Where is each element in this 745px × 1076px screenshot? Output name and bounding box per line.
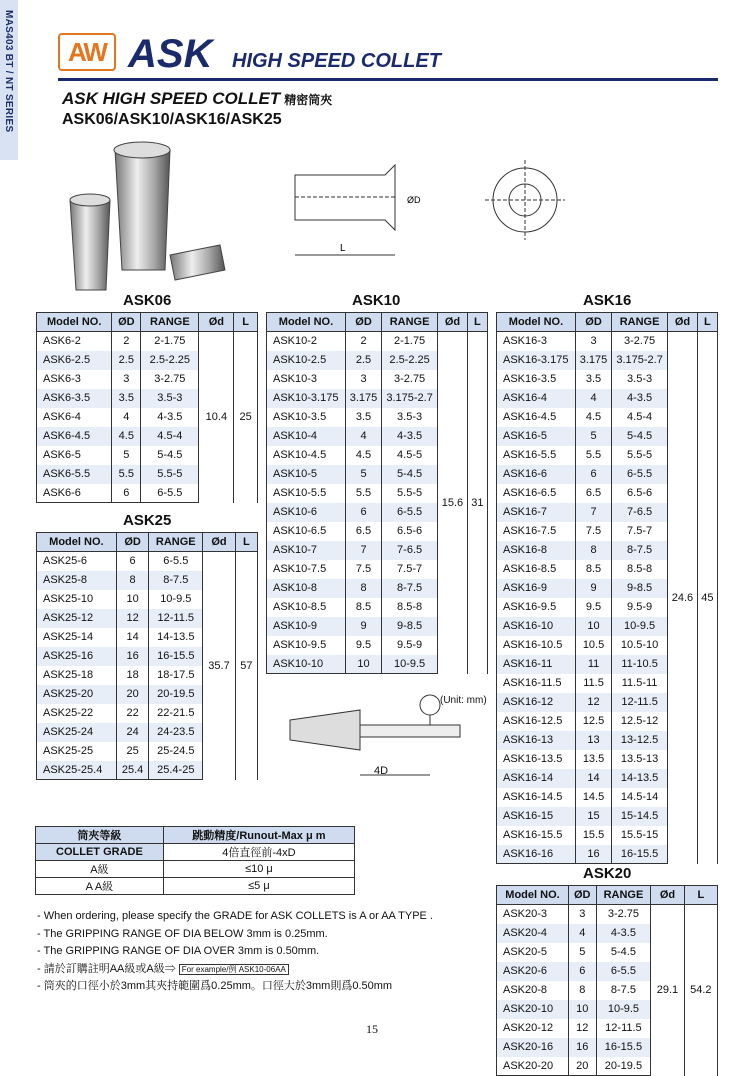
collet-drawing	[285, 155, 425, 270]
table-row: ASK10-3 3 3-2.75	[267, 370, 488, 389]
table-row: ASK16-12.5 12.5 12.5-12	[497, 712, 718, 731]
col-header: ØD	[345, 313, 381, 332]
col-header: RANGE	[141, 313, 199, 332]
table-row: ASK25-12 12 12-11.5	[37, 609, 258, 628]
col-header: L	[234, 313, 258, 332]
table-row: ASK20-6 6 6-5.5	[497, 962, 718, 981]
four-d-label: 4D	[374, 765, 389, 777]
collet-photo	[60, 140, 240, 300]
col-header: Model NO.	[267, 313, 346, 332]
table-row: ASK25-24 24 24-23.5	[37, 723, 258, 742]
col-header: Model NO.	[497, 313, 576, 332]
table-row: ASK16-4 4 4-3.5	[497, 389, 718, 408]
table-row: ASK16-5 5 5-4.5	[497, 427, 718, 446]
col-header: Ød	[438, 313, 468, 332]
page-number: 15	[366, 1022, 378, 1036]
table-row: ASK6-5 5 5-4.5	[37, 446, 258, 465]
table-row: ASK10-6 6 6-5.5	[267, 503, 488, 522]
table-row: ASK20-8 8 8-7.5	[497, 981, 718, 1000]
table-row: ASK20-12 12 12-11.5	[497, 1019, 718, 1038]
order-notes: - When ordering, please specify the GRADE for ASK COLLETS is A or AA TYPE . - The GRIPPING RANGE OF DIA BELOW 3mm is 0.25mm. - The GRIPPING RANGE OF DIA OVER 3mm is 0.50mm. - 請於訂購註明AA級或A級⇒ For example/例 ASK10-06AA - 筒夾的口徑小於3mm其夾持範圍爲0.25mm。口徑大於3mm則爲0.50mm	[37, 910, 433, 992]
table-row: ASK25-10 10 10-9.5	[37, 590, 258, 609]
table-row: ASK16-10 10 10-9.5	[497, 617, 718, 636]
table-row: ASK16-6 6 6-5.5	[497, 465, 718, 484]
table-row: ASK16-15.5 15.5 15.5-15	[497, 826, 718, 845]
table-row: ASK10-4.5 4.5 4.5-5	[267, 446, 488, 465]
table-row: ASK16-11 11 11-10.5	[497, 655, 718, 674]
table-row: ASK6-3.5 3.5 3.5-3	[37, 389, 258, 408]
table-row: ASK16-12 12 12-11.5	[497, 693, 718, 712]
col-header: Ød	[651, 886, 684, 905]
table-row: ASK20-4 4 4-3.5	[497, 924, 718, 943]
table-row: ASK10-9.5 9.5 9.5-9	[267, 636, 488, 655]
header-rule	[58, 78, 718, 81]
table-row: ASK16-13.5 13.5 13.5-13	[497, 750, 718, 769]
table-row: ASK6-2 2 2-1.75 10.4 25	[37, 332, 258, 351]
table-row: ASK10-6.5 6.5 6.5-6	[267, 522, 488, 541]
table-row: ASK25-25.4 25.4 25.4-25	[37, 761, 258, 780]
col-header: ØD	[568, 886, 596, 905]
table-row: ASK6-5.5 5.5 5.5-5	[37, 465, 258, 484]
table-row: ASK16-9.5 9.5 9.5-9	[497, 598, 718, 617]
model-list: ASK06/ASK10/ASK16/ASK25	[62, 111, 282, 128]
table-row: ASK25-22 22 22-21.5	[37, 704, 258, 723]
grade-table: 筒夾等級 跳動精度/Runout-Max μ m COLLET GRADE 4倍直徑前-4xD A級 ≤10 μ A A級 ≤5 μ	[35, 826, 355, 895]
table-row: ASK20-16 16 16-15.5	[497, 1038, 718, 1057]
col-header: L	[235, 533, 257, 552]
table-row: ASK10-3.5 3.5 3.5-3	[267, 408, 488, 427]
table-row: ASK25-20 20 20-19.5	[37, 685, 258, 704]
side-tab	[0, 0, 18, 160]
table-row: ASK16-8 8 8-7.5	[497, 541, 718, 560]
table-row: ASK25-16 16 16-15.5	[37, 647, 258, 666]
table-row: ASK10-2 2 2-1.75 15.6 31	[267, 332, 488, 351]
table-row: ASK10-3.175 3.175 3.175-2.7	[267, 389, 488, 408]
table-row: ASK10-2.5 2.5 2.5-2.25	[267, 351, 488, 370]
table-row: ASK16-7.5 7.5 7.5-7	[497, 522, 718, 541]
table-row: ASK6-2.5 2.5 2.5-2.25	[37, 351, 258, 370]
brand-title: ASK	[128, 32, 213, 76]
ask25-table	[36, 532, 258, 780]
col-header: ØD	[116, 533, 149, 552]
table-row: ASK16-14.5 14.5 14.5-14	[497, 788, 718, 807]
table-row: ASK16-3 3 3-2.75 24.6 45	[497, 332, 718, 351]
table-row: ASK16-4.5 4.5 4.5-4	[497, 408, 718, 427]
company-logo: AW	[58, 33, 116, 71]
table-row: ASK6-4.5 4.5 4.5-4	[37, 427, 258, 446]
col-header: ØD	[575, 313, 611, 332]
col-header: RANGE	[382, 313, 438, 332]
col-header: RANGE	[596, 886, 651, 905]
ask06-title: ASK06	[123, 292, 172, 309]
table-row: ASK6-4 4 4-3.5	[37, 408, 258, 427]
table-row: ASK10-10 10 10-9.5	[267, 655, 488, 674]
ask10-table	[266, 312, 488, 674]
ask16-title: ASK16	[583, 292, 632, 309]
col-header: Model NO.	[37, 313, 112, 332]
table-row: ASK10-7.5 7.5 7.5-7	[267, 560, 488, 579]
table-row: ASK10-7 7 7-6.5	[267, 541, 488, 560]
table-row: ASK16-7 7 7-6.5	[497, 503, 718, 522]
ask06-table	[36, 312, 258, 503]
col-header: L	[684, 886, 717, 905]
unit-label: (Unit: mm)	[440, 695, 487, 706]
brand-subtitle: HIGH SPEED COLLET	[232, 50, 441, 72]
table-row: ASK20-20 20 20-19.5	[497, 1057, 718, 1076]
table-row: ASK16-9 9 9-8.5	[497, 579, 718, 598]
table-row: ASK20-5 5 5-4.5	[497, 943, 718, 962]
table-row: ASK10-5 5 5-4.5	[267, 465, 488, 484]
col-header: ØD	[112, 313, 141, 332]
table-row: ASK16-14 14 14-13.5	[497, 769, 718, 788]
table-row: ASK25-6 6 6-5.5 35.7 57	[37, 552, 258, 571]
collet-front-view	[480, 155, 570, 245]
table-row: ASK10-8.5 8.5 8.5-8	[267, 598, 488, 617]
table-row: ASK25-8 8 8-7.5	[37, 571, 258, 590]
table-row: ASK6-6 6 6-5.5	[37, 484, 258, 503]
table-row: ASK25-18 18 18-17.5	[37, 666, 258, 685]
table-row: ASK16-3.175 3.175 3.175-2.7	[497, 351, 718, 370]
table-row: ASK20-3 3 3-2.75 29.1 54.2	[497, 905, 718, 924]
ask25-title: ASK25	[123, 512, 172, 529]
table-row: ASK25-14 14 14-13.5	[37, 628, 258, 647]
col-header: RANGE	[612, 313, 668, 332]
svg-text:ØD: ØD	[407, 195, 421, 205]
ask10-title: ASK10	[352, 292, 401, 309]
table-row: ASK10-5.5 5.5 5.5-5	[267, 484, 488, 503]
table-row: ASK16-3.5 3.5 3.5-3	[497, 370, 718, 389]
table-row: ASK20-10 10 10-9.5	[497, 1000, 718, 1019]
table-row: ASK10-9 9 9-8.5	[267, 617, 488, 636]
col-header: Model NO.	[497, 886, 569, 905]
col-header: Ød	[203, 533, 236, 552]
ask16-table	[496, 312, 718, 864]
table-row: ASK25-25 25 25-24.5	[37, 742, 258, 761]
series-label: MAS403 BT / NT SERIES	[3, 10, 14, 133]
table-row: ASK16-11.5 11.5 11.5-11	[497, 674, 718, 693]
table-row: ASK16-15 15 15-14.5	[497, 807, 718, 826]
table-row: ASK16-5.5 5.5 5.5-5	[497, 446, 718, 465]
example-box: For example/例 ASK10-06AA	[179, 964, 289, 975]
col-header: Model NO.	[37, 533, 117, 552]
col-header: RANGE	[149, 533, 203, 552]
table-row: ASK6-3 3 3-2.75	[37, 370, 258, 389]
table-row: ASK16-10.5 10.5 10.5-10	[497, 636, 718, 655]
table-row: ASK16-6.5 6.5 6.5-6	[497, 484, 718, 503]
col-header: L	[467, 313, 487, 332]
table-row: ASK16-8.5 8.5 8.5-8	[497, 560, 718, 579]
ask20-table	[496, 885, 718, 1076]
page-title: ASK HIGH SPEED COLLET 精密筒夾	[62, 89, 333, 108]
col-header: L	[697, 313, 717, 332]
svg-text:L: L	[340, 243, 346, 254]
ask20-title: ASK20	[583, 865, 632, 882]
col-header: Ød	[668, 313, 698, 332]
table-row: ASK10-4 4 4-3.5	[267, 427, 488, 446]
table-row: ASK16-16 16 16-15.5	[497, 845, 718, 864]
table-row: ASK16-13 13 13-12.5	[497, 731, 718, 750]
table-row: ASK10-8 8 8-7.5	[267, 579, 488, 598]
col-header: Ød	[199, 313, 234, 332]
